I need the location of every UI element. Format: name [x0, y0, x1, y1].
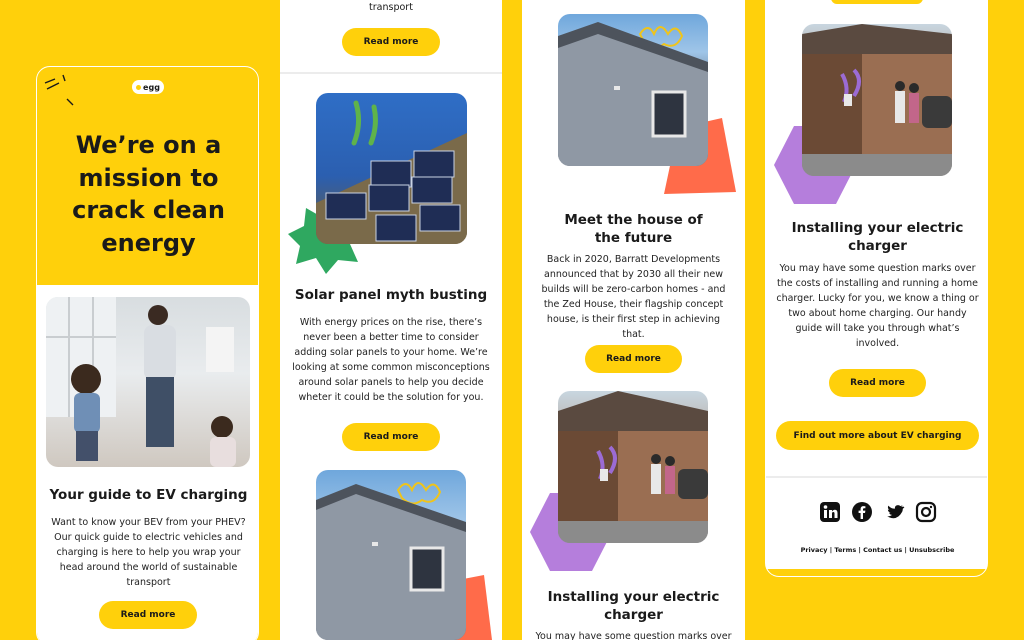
- top-button-edge: [831, 0, 923, 4]
- twitter-icon[interactable]: [883, 501, 905, 523]
- card-title: Meet the house of the future: [564, 212, 703, 246]
- house-photo: [316, 470, 466, 640]
- article-card: [37, 285, 259, 640]
- section-divider: [280, 72, 502, 74]
- family-photo: [46, 297, 250, 467]
- find-out-more-ev-charging-button[interactable]: Find out more about EV charging: [776, 421, 979, 450]
- scribble-decoration: [39, 69, 79, 109]
- top-body-tail: transport: [369, 2, 413, 13]
- charger-illustration: [802, 24, 952, 176]
- facebook-icon[interactable]: [851, 501, 873, 523]
- family-illustration: [46, 297, 250, 467]
- read-more-button[interactable]: Read more: [342, 423, 440, 451]
- card-title: Installing your electric charger: [547, 589, 720, 623]
- ev-charger-photo: [558, 391, 708, 543]
- card-body: You may have some question marks over: [535, 631, 732, 640]
- footer-links: [766, 546, 988, 554]
- read-more-button[interactable]: Read more: [99, 601, 197, 629]
- footer-strip: [766, 569, 988, 577]
- card-body: Back in 2020, Barratt Developments announced that by 2030 all their new builds will be zero-carbon homes - and the Zed House, their flagship concept house, is their first step in achieving that.: [541, 254, 726, 340]
- house-photo: [558, 14, 708, 166]
- card-body: Want to know your BEV from your PHEV? Our quick guide to electric vehicles and charging is here to help you wrap your head around the world of sustainable transport: [51, 517, 246, 588]
- logo-text: egg: [143, 82, 160, 92]
- footer-separator: |: [858, 546, 864, 554]
- instagram-icon[interactable]: [915, 501, 937, 523]
- hero-title: We’re on a mission to crack clean energy: [72, 131, 225, 257]
- read-more-button[interactable]: Read more: [585, 345, 682, 373]
- solar-illustration: [316, 93, 467, 244]
- solar-panel-photo: [316, 93, 467, 244]
- linkedin-icon[interactable]: [819, 501, 841, 523]
- contact-us-link[interactable]: Contact us: [863, 546, 903, 554]
- ev-charger-photo: [802, 24, 952, 176]
- card-title: Installing your electric charger: [791, 220, 964, 254]
- social-links: [766, 501, 988, 523]
- card-title: Your guide to EV charging: [49, 487, 248, 503]
- unsubscribe-link[interactable]: Unsubscribe: [909, 546, 955, 554]
- read-more-button[interactable]: Read more: [829, 369, 926, 397]
- card-body: You may have some question marks over the costs of installing and running a home charger. Lucky for you, we know a thing or two about home charging. Our handy guide will take you through what’s involved.: [776, 263, 979, 349]
- logo-dot: [136, 85, 141, 90]
- egg-logo[interactable]: [132, 80, 164, 94]
- email-panel-1: [36, 66, 259, 640]
- email-panel-4: [765, 0, 988, 577]
- house-illustration: [558, 14, 708, 166]
- card-body: With energy prices on the rise, there’s never been a better time to consider adding solar panels to your home. We’re looking at some common misconceptions around solar panels to help you decide wheter it could be the solution for you.: [292, 317, 490, 403]
- section-divider: [766, 476, 988, 478]
- charger-illustration: [558, 391, 708, 543]
- email-panel-2: [280, 0, 502, 640]
- email-panel-3: [522, 0, 745, 640]
- footer-separator: |: [829, 546, 835, 554]
- house-illustration: [316, 470, 466, 640]
- terms-link[interactable]: Terms: [834, 546, 857, 554]
- privacy-link[interactable]: Privacy: [800, 546, 828, 554]
- card-title: Solar panel myth busting: [294, 287, 488, 303]
- footer-separator: |: [904, 546, 910, 554]
- top-read-more-button[interactable]: Read more: [342, 28, 440, 56]
